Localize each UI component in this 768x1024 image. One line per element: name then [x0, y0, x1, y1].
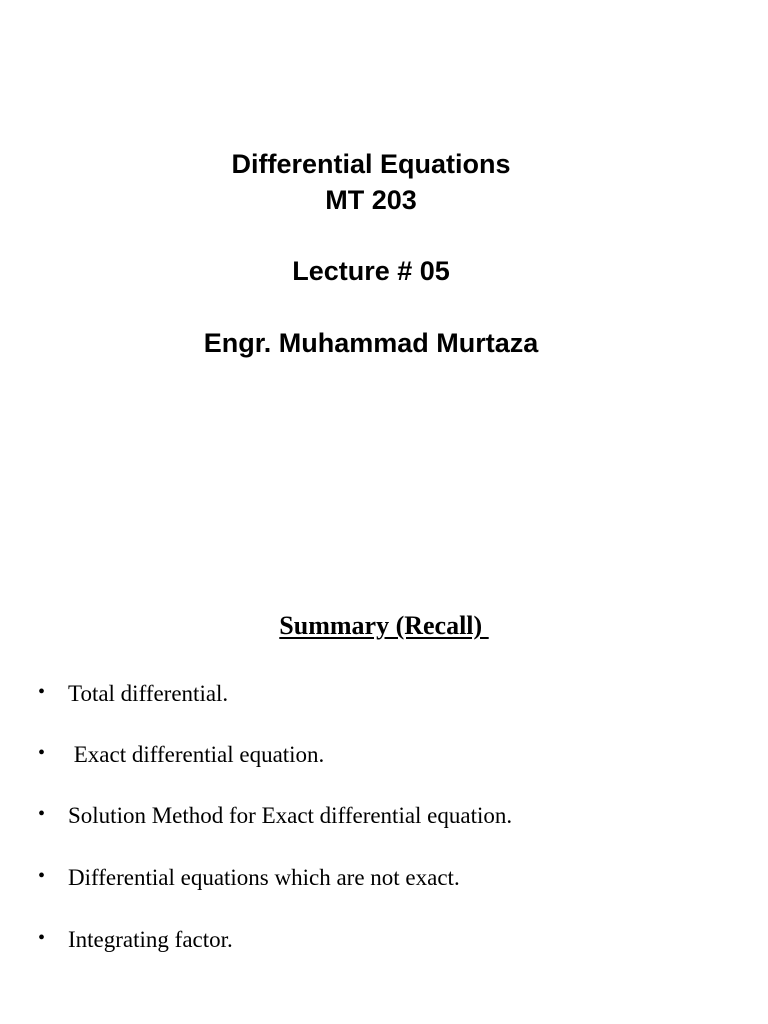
- list-item: [0, 679, 768, 709]
- list-item-text: Differential equations which are not exact.: [68, 865, 460, 890]
- summary-heading: [0, 608, 768, 644]
- course-title: Differential Equations: [231, 149, 511, 179]
- list-item-text: Solution Method for Exact differential equation.: [68, 803, 513, 828]
- bullet-icon: •: [38, 742, 46, 764]
- list-item-text: Total differential.: [68, 681, 229, 706]
- bullet-icon: •: [38, 865, 46, 887]
- list-item: [0, 801, 768, 831]
- list-item: [0, 925, 768, 955]
- list-item-text: Integrating factor.: [68, 927, 233, 952]
- summary-heading-text: Summary (Recall): [279, 611, 489, 640]
- list-item: [0, 740, 768, 770]
- bullet-icon: •: [38, 803, 46, 825]
- bullet-icon: •: [38, 927, 46, 949]
- list-item-text: Exact differential equation.: [68, 742, 325, 767]
- list-item: [0, 863, 768, 893]
- bullet-icon: •: [38, 681, 46, 703]
- instructor-name: Engr. Muhammad Murtaza: [203, 328, 539, 358]
- lecture-number: Lecture # 05: [292, 256, 450, 286]
- course-code: MT 203: [325, 185, 417, 215]
